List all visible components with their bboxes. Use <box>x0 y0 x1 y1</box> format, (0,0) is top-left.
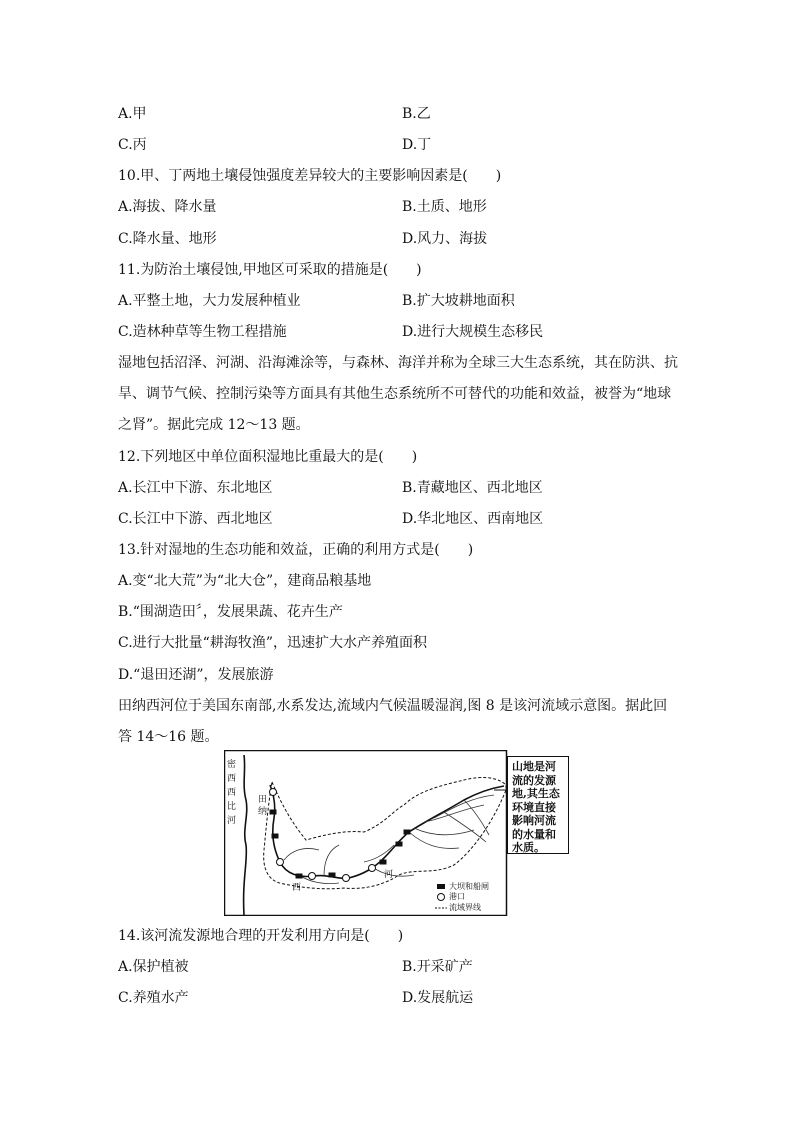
q10-stem: 10.甲、丁两地土壤侵蚀强度差异较大的主要影响因素是( ) <box>118 168 502 184</box>
q10-option-c[interactable]: C.降水量、地形 <box>118 231 217 247</box>
legend-symbols <box>435 882 449 914</box>
q9-option-b[interactable]: B.乙 <box>402 106 431 122</box>
q13-option-d[interactable]: D.“退田还湖”，发展旅游 <box>118 667 274 683</box>
port-icon <box>343 875 350 882</box>
q9-option-d[interactable]: D.丁 <box>402 137 432 153</box>
port-icon <box>438 894 445 901</box>
dam-icon <box>437 884 445 889</box>
passage-tennessee-line1: 田纳西河位于美国东南部,水系发达,流域内气候温暖湿润,图 8 是该河流域示意图。据此回 <box>118 698 668 714</box>
q11-option-a[interactable]: A.平整土地，大力发展种植业 <box>118 293 301 309</box>
q10-option-a[interactable]: A.海拔、降水量 <box>118 199 217 215</box>
q11-option-d[interactable]: D.进行大规模生态移民 <box>402 324 544 340</box>
q12-option-a[interactable]: A.长江中下游、东北地区 <box>118 480 273 496</box>
port-icon <box>277 859 284 866</box>
dam-icon <box>329 873 335 877</box>
port-icon <box>309 873 316 880</box>
map-legend <box>435 882 509 914</box>
tennessee-basin-map <box>224 750 574 916</box>
q11-option-c[interactable]: C.造林种草等生物工程措施 <box>118 324 287 340</box>
q13-option-c[interactable]: C.进行大批量“耕海牧渔”，迅速扩大水产养殖面积 <box>118 635 427 651</box>
q13-stem: 13.针对湿地的生态功能和效益，正确的利用方式是( ) <box>118 542 474 558</box>
label-tennessee-a: 田纳 <box>258 795 268 817</box>
q10-option-b[interactable]: B.土质、地形 <box>402 199 487 215</box>
dam-icon <box>296 874 302 878</box>
dam-icon <box>396 842 402 846</box>
q11-option-b[interactable]: B.扩大坡耕地面积 <box>402 293 515 309</box>
legend-dam-label: 大坝和船闸 <box>449 882 489 891</box>
label-tennessee-b: 西 <box>292 883 302 893</box>
dam-icon <box>272 834 278 838</box>
map-callout: 山地是河流的发源地,其生态环境直接影响河流的水量和水质。 <box>507 756 569 854</box>
q11-stem: 11.为防治土壤侵蚀,甲地区可采取的措施是( ) <box>118 262 422 278</box>
label-tennessee-c: 河 <box>384 870 394 880</box>
q14-option-a[interactable]: A.保护植被 <box>118 959 189 975</box>
legend-boundary-label: 流域界线 <box>449 903 481 912</box>
legend-port-label: 港口 <box>449 892 465 901</box>
passage-wetland-line2: 旱、调节气候、控制污染等方面具有其他生态系统所不可替代的功能和效益，被誉为“地球 <box>118 386 672 402</box>
q14-option-d[interactable]: D.发展航运 <box>402 990 474 1006</box>
dam-icon <box>270 810 276 814</box>
q13-option-b[interactable]: B.“围湖造田〞，发展果蔬、花卉生产 <box>118 604 343 620</box>
q12-option-b[interactable]: B.青藏地区、西北地区 <box>402 480 543 496</box>
q13-option-a[interactable]: A.变“北大荒”为“北大仓”，建商品粮基地 <box>118 573 372 589</box>
passage-wetland-line3: 之肾”。据此完成 12～13 题。 <box>118 417 310 433</box>
q10-option-d[interactable]: D.风力、海拔 <box>402 231 488 247</box>
q12-option-d[interactable]: D.华北地区、西南地区 <box>402 511 544 527</box>
dam-icon <box>380 860 386 864</box>
q14-option-c[interactable]: C.养殖水产 <box>118 990 189 1006</box>
q9-option-a[interactable]: A.甲 <box>118 106 147 122</box>
port-icon <box>369 865 376 872</box>
passage-wetland-line1: 湿地包括沼泽、河湖、沿海滩涂等，与森林、海洋并称为全球三大生态系统，其在防洪、抗 <box>118 355 678 371</box>
q12-stem: 12.下列地区中单位面积湿地比重最大的是( ) <box>118 449 418 465</box>
port-icon <box>270 789 277 796</box>
q14-stem: 14.该河流发源地合理的开发利用方向是( ) <box>118 928 404 944</box>
label-mississippi: 密西西比河 <box>227 760 237 826</box>
q14-option-b[interactable]: B.开采矿产 <box>402 959 473 975</box>
q12-option-c[interactable]: C.长江中下游、西北地区 <box>118 511 273 527</box>
q9-option-c[interactable]: C.丙 <box>118 137 147 153</box>
dam-icon <box>404 830 410 834</box>
passage-tennessee-line2: 答 14～16 题。 <box>118 729 219 745</box>
